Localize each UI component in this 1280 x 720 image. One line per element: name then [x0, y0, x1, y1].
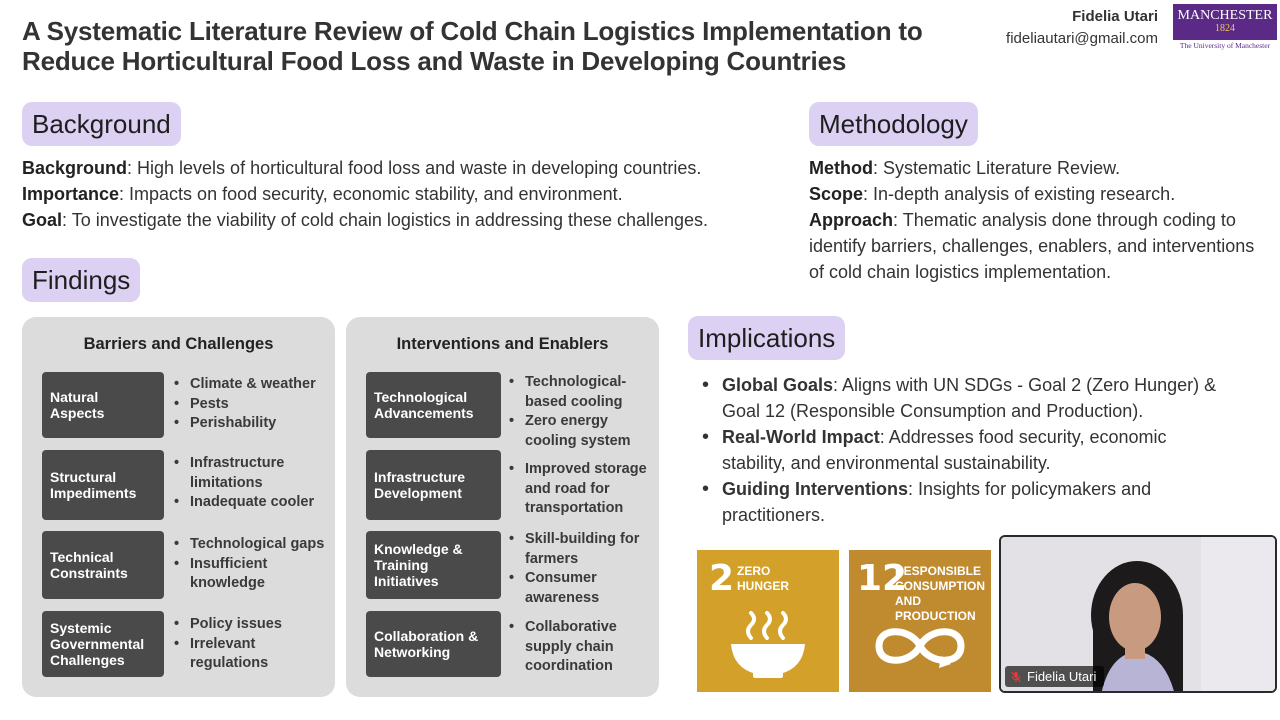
sdg-2-title: ZERO HUNGER: [737, 564, 790, 593]
list-item: • Technological-based cooling: [509, 373, 654, 412]
sdg-2-number: 2: [709, 558, 735, 599]
participant-name-label: [1005, 666, 1104, 687]
collaboration-networking-list: [509, 618, 654, 677]
participant-name: Fidelia Utari: [1027, 669, 1097, 684]
list-item: • Policy issues: [174, 615, 329, 635]
interventions-panel: [346, 317, 659, 697]
list-item: • Insufficient knowledge: [174, 555, 329, 594]
barriers-panel: [22, 317, 335, 697]
background-text: [22, 155, 792, 233]
importance-line: Importance: Impacts on food security, economic stability, and environment.: [22, 184, 623, 204]
real-world-impact-item: • Real-World Impact: Addresses food security, economic stability, and environmental sustainability.: [700, 424, 1220, 476]
author-email: fideliautari@gmail.com: [1006, 30, 1158, 47]
participant-video-tile[interactable]: [999, 535, 1277, 693]
list-item: • Pests: [174, 395, 329, 415]
author-name: Fidelia Utari: [1072, 8, 1158, 25]
methodology-heading: Methodology: [809, 102, 978, 146]
systemic-governmental-list: [174, 615, 329, 674]
goal-line: Goal: To investigate the viability of cold chain logistics in addressing these challenges.: [22, 210, 709, 230]
university-logo: [1173, 4, 1277, 52]
category-structural-impediments: Structural Impediments: [42, 450, 164, 520]
logo-year: 1824: [1215, 23, 1235, 34]
global-goals-item: • Global Goals: Aligns with UN SDGs - Goal 2 (Zero Hunger) & Goal 12 (Responsible Consumption and Production).: [700, 372, 1220, 424]
background-heading: Background: [22, 102, 181, 146]
logo-name: MANCHESTER: [1177, 8, 1273, 23]
category-technical-constraints: Technical Constraints: [42, 531, 164, 599]
structural-impediments-list: [174, 454, 332, 513]
poster-title: A Systematic Literature Review of Cold Chain Logistics Implementation to Reduce Horticultural Food Loss and Waste in Developing Countries: [22, 16, 923, 76]
method-line: Method: Systematic Literature Review.: [809, 158, 1121, 178]
interventions-title: Interventions and Enablers: [396, 335, 609, 353]
bowl-icon: [727, 608, 809, 680]
infinity-loop-icon: [871, 620, 969, 672]
list-item: • Perishability: [174, 414, 329, 434]
list-item: • Technological gaps: [174, 535, 329, 555]
findings-heading: Findings: [22, 258, 140, 302]
infrastructure-development-list: [509, 460, 654, 519]
category-technological-advancements: Technological Advancements: [366, 372, 501, 438]
logo-subtitle: The University of Manchester: [1179, 41, 1271, 50]
category-natural-aspects: Natural Aspects: [42, 372, 164, 438]
list-item: • Inadequate cooler: [174, 493, 332, 513]
sdg-12-number: 12: [857, 558, 908, 599]
natural-aspects-list: [174, 375, 329, 434]
implications-list: [700, 372, 1220, 528]
list-item: • Improved storage and road for transportation: [509, 460, 654, 519]
category-infrastructure-development: Infrastructure Development: [366, 450, 501, 520]
category-collaboration-networking: Collaboration & Networking: [366, 611, 501, 677]
category-systemic-governmental: Systemic Governmental Challenges: [42, 611, 164, 677]
sdg-12-title: RESPONSIBLE CONSUMPTION AND PRODUCTION: [895, 564, 985, 623]
barriers-title: Barriers and Challenges: [83, 335, 274, 353]
technological-advancements-list: [509, 373, 654, 451]
list-item: • Skill-building for farmers: [509, 530, 654, 569]
category-knowledge-training: Knowledge & Training Initiatives: [366, 531, 501, 599]
list-item: • Infrastructure limitations: [174, 454, 332, 493]
guiding-interventions-item: • Guiding Interventions: Insights for policymakers and practitioners.: [700, 476, 1220, 528]
knowledge-training-list: [509, 530, 654, 608]
background-line: Background: High levels of horticultural food loss and waste in developing countries.: [22, 158, 702, 178]
technical-constraints-list: [174, 535, 329, 594]
list-item: • Climate & weather: [174, 375, 329, 395]
list-item: • Irrelevant regulations: [174, 635, 329, 674]
list-item: • Zero energy cooling system: [509, 412, 654, 451]
scope-line: Scope: In-depth analysis of existing research.: [809, 184, 1176, 204]
sdg-2-tile: [697, 550, 839, 692]
list-item: • Consumer awareness: [509, 569, 654, 608]
approach-line: Approach: Thematic analysis done through coding to identify barriers, challenges, enablers, and interventions of cold chain logistics implementation.: [809, 210, 1255, 282]
methodology-text: [809, 155, 1274, 285]
muted-mic-icon: [1011, 671, 1021, 683]
list-item: • Collaborative supply chain coordination: [509, 618, 654, 677]
sdg-12-tile: [849, 550, 991, 692]
implications-heading: Implications: [688, 316, 845, 360]
